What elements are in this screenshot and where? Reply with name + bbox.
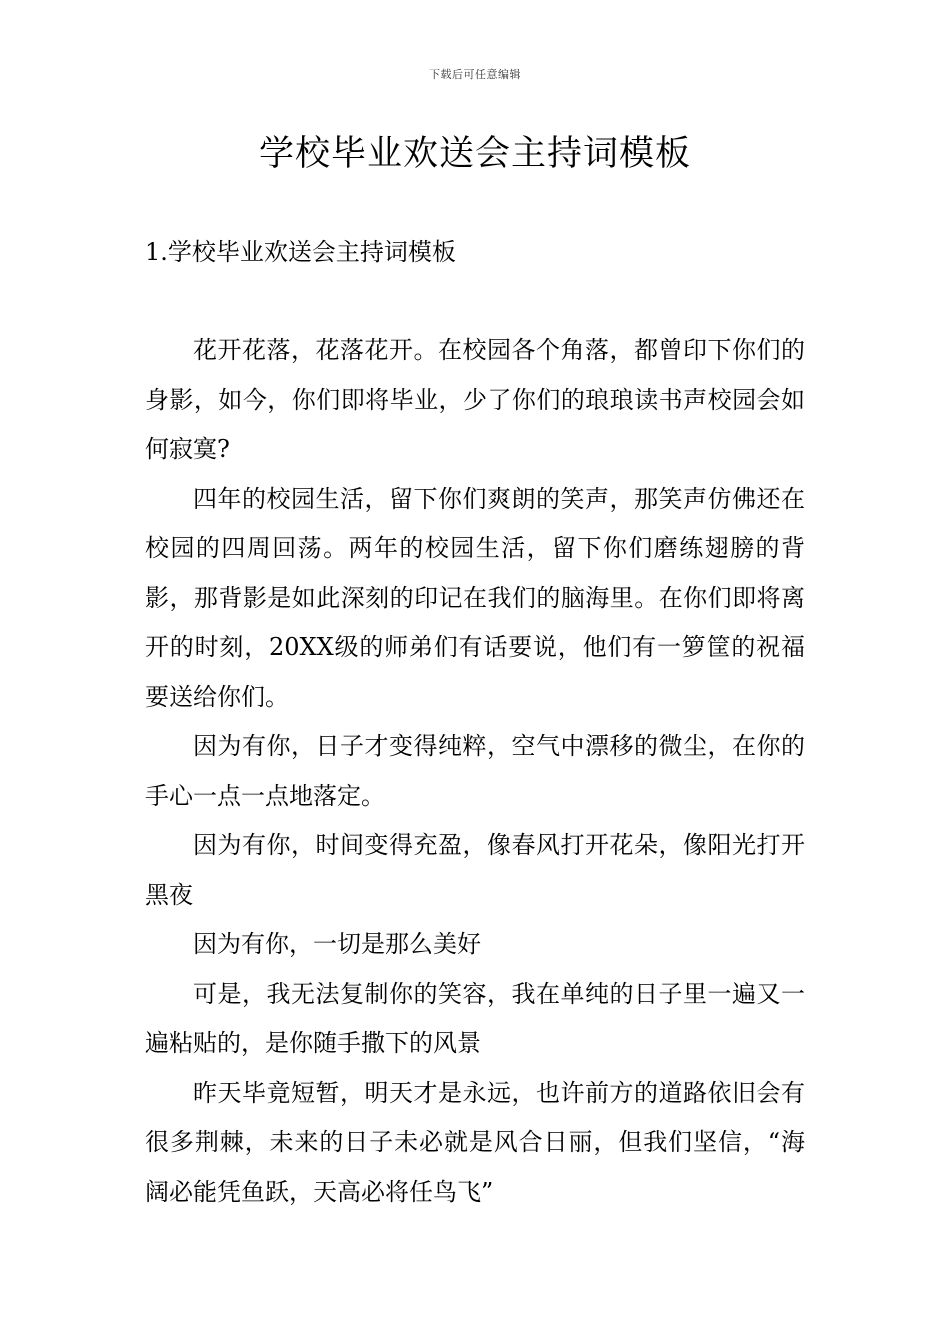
section-heading: 1.学校毕业欢送会主持词模板 xyxy=(145,238,456,266)
body-text xyxy=(145,326,805,1217)
paragraph: 四年的校园生活，留下你们爽朗的笑声，那笑声仿佛还在校园的四周回荡。两年的校园生活，留下你们磨练翅膀的背影，那背影是如此深刻的印记在我们的脑海里。在你们即将离开的时刻，20XX级的师弟们有话要说，他们有一箩筐的祝福要送给你们。 xyxy=(145,484,805,711)
header-note: 下载后可任意编辑 xyxy=(429,68,521,81)
paragraph: 因为有你，日子才变得纯粹，空气中漂移的微尘，在你的手心一点一点地落定。 xyxy=(145,732,805,810)
paragraph: 因为有你，一切是那么美好 xyxy=(193,930,481,958)
paragraph: 花开花落，花落花开。在校园各个角落，都曾印下你们的身影，如今，你们即将毕业，少了你们的琅琅读书声校园会如何寂寞? xyxy=(145,336,805,463)
paragraph: 可是，我无法复制你的笑容，我在单纯的日子里一遍又一遍粘贴的，是你随手撒下的风景 xyxy=(145,979,805,1057)
paragraph: 昨天毕竟短暂，明天才是永远，也许前方的道路依旧会有很多荆棘，未来的日子未必就是风合日丽，但我们坚信，“海阔必能凭鱼跃，天高必将任鸟飞” xyxy=(145,1078,805,1206)
paragraph: 因为有你，时间变得充盈，像春风打开花朵，像阳光打开黑夜 xyxy=(145,831,805,909)
document-title: 学校毕业欢送会主持词模板 xyxy=(258,134,691,174)
